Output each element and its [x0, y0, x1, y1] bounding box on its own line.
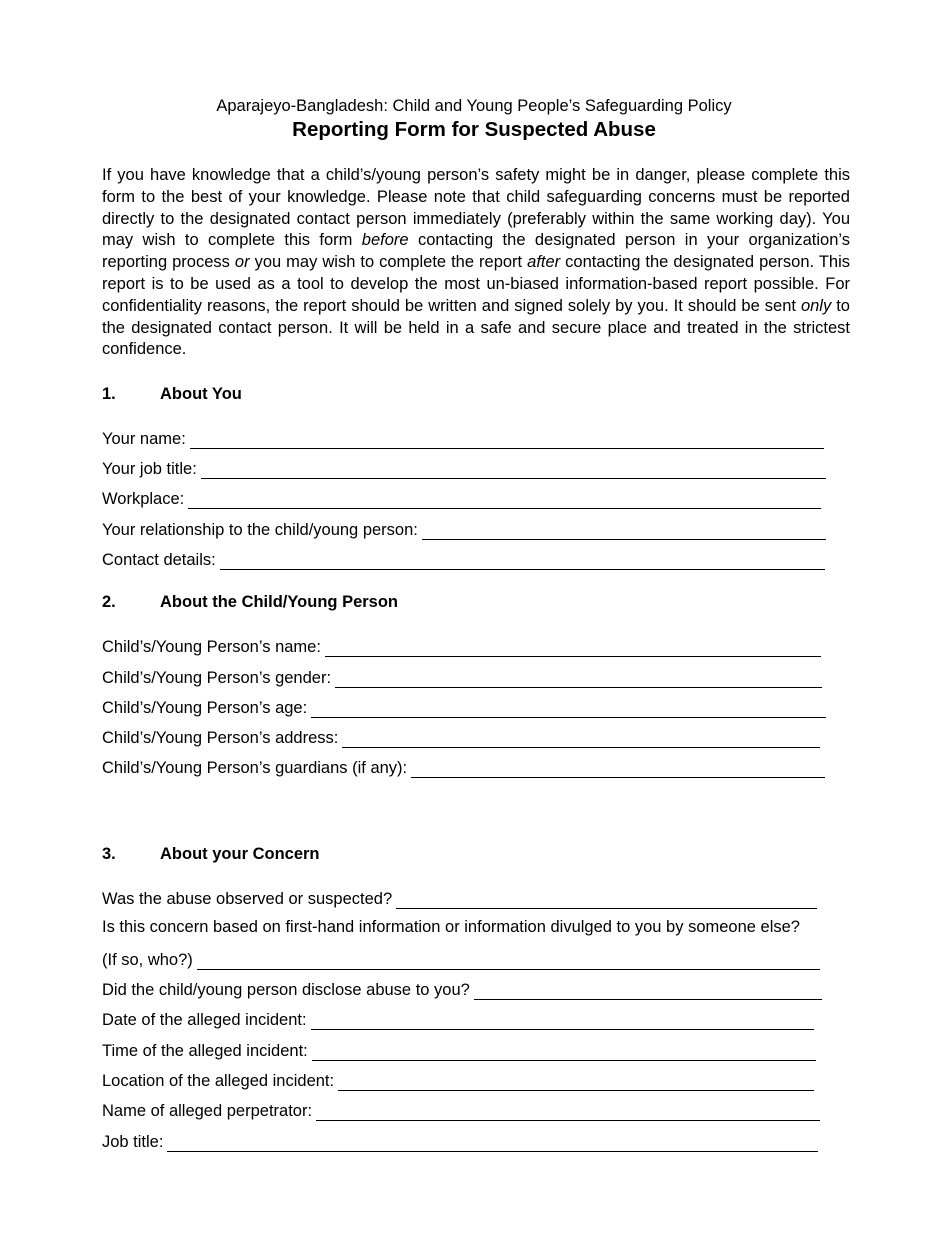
field-label: Was the abuse observed or suspected? [102, 890, 393, 908]
child-gender-field[interactable] [102, 666, 822, 688]
field-label: Child’s/Young Person’s name: [102, 638, 321, 656]
field-label: Child’s/Young Person’s age: [102, 699, 308, 717]
field-label: (If so, who?) [102, 951, 193, 969]
intro-emphasis-only: only [800, 296, 832, 315]
intro-text-1: If you have knowledge that a child’s/young person’s safety might be in danger, please complete this form to the best of your knowledge. Please note that child safeguarding concerns must be reported directly to the designated contact person immediately (preferably within the same working day). You may wish to complete this form [102, 166, 850, 250]
section-number: 3. [102, 845, 116, 863]
intro-text-4: contacting the designated person. This report is to be used as a tool to develop the most un-biased information-based report possible. For confidentiality reasons, the report should be written and signed solely by you. It should be sent [102, 253, 850, 315]
perpetrator-job-title-field[interactable] [102, 1130, 818, 1152]
blank-line[interactable] [325, 638, 821, 657]
blank-line[interactable] [220, 551, 825, 570]
section-title: About You [160, 385, 242, 403]
blank-line[interactable] [167, 1133, 818, 1152]
observed-suspected-field[interactable] [102, 887, 817, 909]
blank-line[interactable] [474, 981, 822, 1000]
field-label: Did the child/young person disclose abuse to you? [102, 981, 470, 999]
blank-line[interactable] [411, 759, 825, 778]
child-age-field[interactable] [102, 696, 826, 718]
disclosure-field[interactable] [102, 978, 822, 1000]
blank-line[interactable] [201, 460, 826, 479]
blank-line[interactable] [335, 669, 822, 688]
relationship-field[interactable] [102, 518, 826, 540]
intro-emphasis-or: or [234, 253, 250, 272]
blank-line[interactable] [316, 1102, 820, 1121]
child-address-field[interactable] [102, 726, 820, 748]
perpetrator-name-field[interactable] [102, 1099, 820, 1121]
job-title-field[interactable] [102, 457, 826, 479]
blank-line[interactable] [197, 951, 820, 970]
field-label: Your name: [102, 430, 186, 448]
policy-subtitle: Aparajeyo-Bangladesh: Child and Young People’s Safeguarding Policy [216, 97, 732, 115]
section-1-heading [102, 383, 242, 405]
workplace-field[interactable] [102, 487, 821, 509]
section-3-heading [102, 843, 320, 865]
blank-line[interactable] [312, 1042, 816, 1061]
section-number: 2. [102, 593, 116, 611]
blank-line[interactable] [422, 521, 826, 540]
intro-text-3: you may wish to complete the report [249, 253, 528, 272]
section-2-heading [102, 591, 398, 613]
incident-date-field[interactable] [102, 1008, 814, 1030]
if-so-who-field[interactable] [102, 948, 820, 970]
blank-line[interactable] [188, 490, 821, 509]
child-guardians-field[interactable] [102, 756, 825, 778]
field-label: Child’s/Young Person’s address: [102, 729, 339, 747]
field-label: Child’s/Young Person’s gender: [102, 669, 332, 687]
firsthand-question: Is this concern based on first-hand information or information divulged to you by someone else? [102, 918, 800, 936]
intro-text-5: to the designated contact person. It will be held in a safe and secure place and treated in the strictest confidence. [102, 296, 850, 359]
section-title: About your Concern [160, 845, 320, 863]
intro-paragraph [102, 165, 850, 361]
field-label: Workplace: [102, 490, 185, 508]
intro-text-2: contacting the designated person in your organization’s reporting process [102, 231, 850, 272]
blank-line[interactable] [396, 890, 817, 909]
blank-line[interactable] [311, 1011, 814, 1030]
intro-emphasis-before: before [361, 231, 409, 250]
field-label: Date of the alleged incident: [102, 1011, 307, 1029]
blank-line[interactable] [190, 430, 824, 449]
field-label: Name of alleged perpetrator: [102, 1102, 313, 1120]
field-label: Location of the alleged incident: [102, 1072, 335, 1090]
field-label: Contact details: [102, 551, 216, 569]
field-label: Job title: [102, 1133, 164, 1151]
contact-details-field[interactable] [102, 548, 825, 570]
field-label: Child’s/Young Person’s guardians (if any): [102, 759, 408, 777]
incident-location-field[interactable] [102, 1069, 814, 1091]
field-label: Time of the alleged incident: [102, 1042, 308, 1060]
section-title: About the Child/Young Person [160, 593, 399, 611]
field-label: Your relationship to the child/young person: [102, 521, 418, 539]
your-name-field[interactable] [102, 427, 824, 449]
blank-line[interactable] [338, 1072, 814, 1091]
blank-line[interactable] [342, 729, 820, 748]
form-title: Reporting Form for Suspected Abuse [292, 118, 656, 141]
intro-emphasis-after: after [527, 253, 561, 272]
child-name-field[interactable] [102, 635, 821, 657]
blank-line[interactable] [311, 699, 826, 718]
incident-time-field[interactable] [102, 1039, 816, 1061]
field-label: Your job title: [102, 460, 197, 478]
section-number: 1. [102, 385, 116, 403]
